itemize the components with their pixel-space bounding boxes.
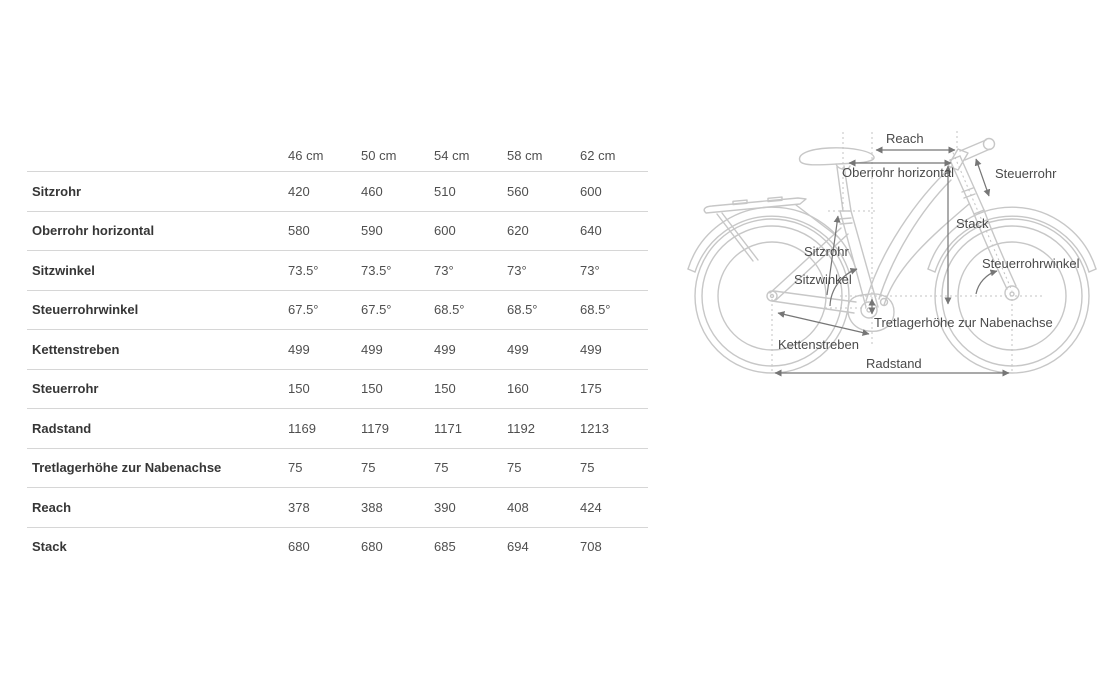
value-cell: 1192 [502,409,575,449]
size-column-header: 50 cm [356,140,429,172]
row-label: Sitzwinkel [27,251,283,291]
value-cell: 580 [283,211,356,251]
chainstay-arrow [778,313,869,334]
value-cell: 499 [429,330,502,370]
row-label: Sitzrohr [27,172,283,212]
stack-label: Stack [956,216,989,231]
top-tube-label: Oberrohr horizontal [842,165,954,180]
value-cell: 390 [429,488,502,528]
value-cell: 160 [502,369,575,409]
down-tube-icon [866,166,969,305]
row-label: Kettenstreben [27,330,283,370]
chainstay-label: Kettenstreben [778,337,859,352]
value-cell: 150 [283,369,356,409]
row-label: Steuerrohrwinkel [27,290,283,330]
rear-fender-icon [688,207,856,272]
value-cell: 73° [575,251,648,291]
value-cell: 685 [434,539,456,555]
bb-height-label: Tretlagerhöhe zur Nabenachse [874,315,1053,330]
value-cell: 1171 [429,409,502,449]
value-cell: 499 [283,330,356,370]
row-label: Tretlagerhöhe zur Nabenachse [27,448,283,488]
value-cell: 708 [580,539,602,555]
value-cell: 1179 [356,409,429,449]
value-cell: 1169 [283,409,356,449]
value-cell: 1213 [575,409,648,449]
head-tube-arrow [976,159,989,196]
size-column-header: 54 cm [429,140,502,172]
value-cell: 460 [356,172,429,212]
value-cell: 640 [575,211,648,251]
value-cell: 73° [502,251,575,291]
value-cell: 680 [361,539,383,555]
value-cell: 150 [429,369,502,409]
value-cell: 68.5° [429,290,502,330]
size-column-header: 58 cm [502,140,575,172]
value-cell: 150 [356,369,429,409]
value-cell: 590 [356,211,429,251]
wheelbase-label: Radstand [866,356,922,371]
value-cell: 68.5° [502,290,575,330]
value-cell: 75 [283,448,356,488]
value-cell: 378 [283,488,356,528]
value-cell: 694 [507,539,529,555]
value-cell: 75 [356,448,429,488]
value-cell: 68.5° [575,290,648,330]
size-column-header: 62 cm [575,140,648,172]
seat-angle-label: Sitzwinkel [794,272,852,287]
value-cell: 67.5° [356,290,429,330]
row-label: Steuerrohr [27,369,283,409]
value-cell: 560 [502,172,575,212]
value-cell: 420 [283,172,356,212]
value-cell: 73° [429,251,502,291]
row-label: Oberrohr horizontal [27,211,283,251]
value-cell: 620 [502,211,575,251]
value-cell: 175 [575,369,648,409]
head-angle-arc [976,271,997,294]
value-cell: 510 [429,172,502,212]
value-cell: 75 [502,448,575,488]
value-cell: 73.5° [283,251,356,291]
value-cell: 67.5° [283,290,356,330]
value-cell: 600 [429,211,502,251]
value-cell: 75 [429,448,502,488]
value-cell: 75 [575,448,648,488]
value-cell: 408 [502,488,575,528]
head-angle-label: Steuerrohrwinkel [982,256,1080,271]
head-tube-label: Steuerrohr [995,166,1057,181]
row-label: Reach [27,488,283,528]
row-label: Stack [32,539,67,555]
rear-triangle [770,228,856,313]
value-cell: 680 [288,539,310,555]
value-cell: 499 [502,330,575,370]
diagram-labels [778,131,1080,371]
row-label: Radstand [27,409,283,449]
value-cell: 499 [356,330,429,370]
value-cell: 388 [356,488,429,528]
seat-tube-label: Sitzrohr [804,244,849,259]
value-cell: 424 [575,488,648,528]
value-cell: 499 [575,330,648,370]
value-cell: 600 [575,172,648,212]
reach-label: Reach [886,131,924,146]
value-cell: 73.5° [356,251,429,291]
size-column-header: 46 cm [283,140,356,172]
